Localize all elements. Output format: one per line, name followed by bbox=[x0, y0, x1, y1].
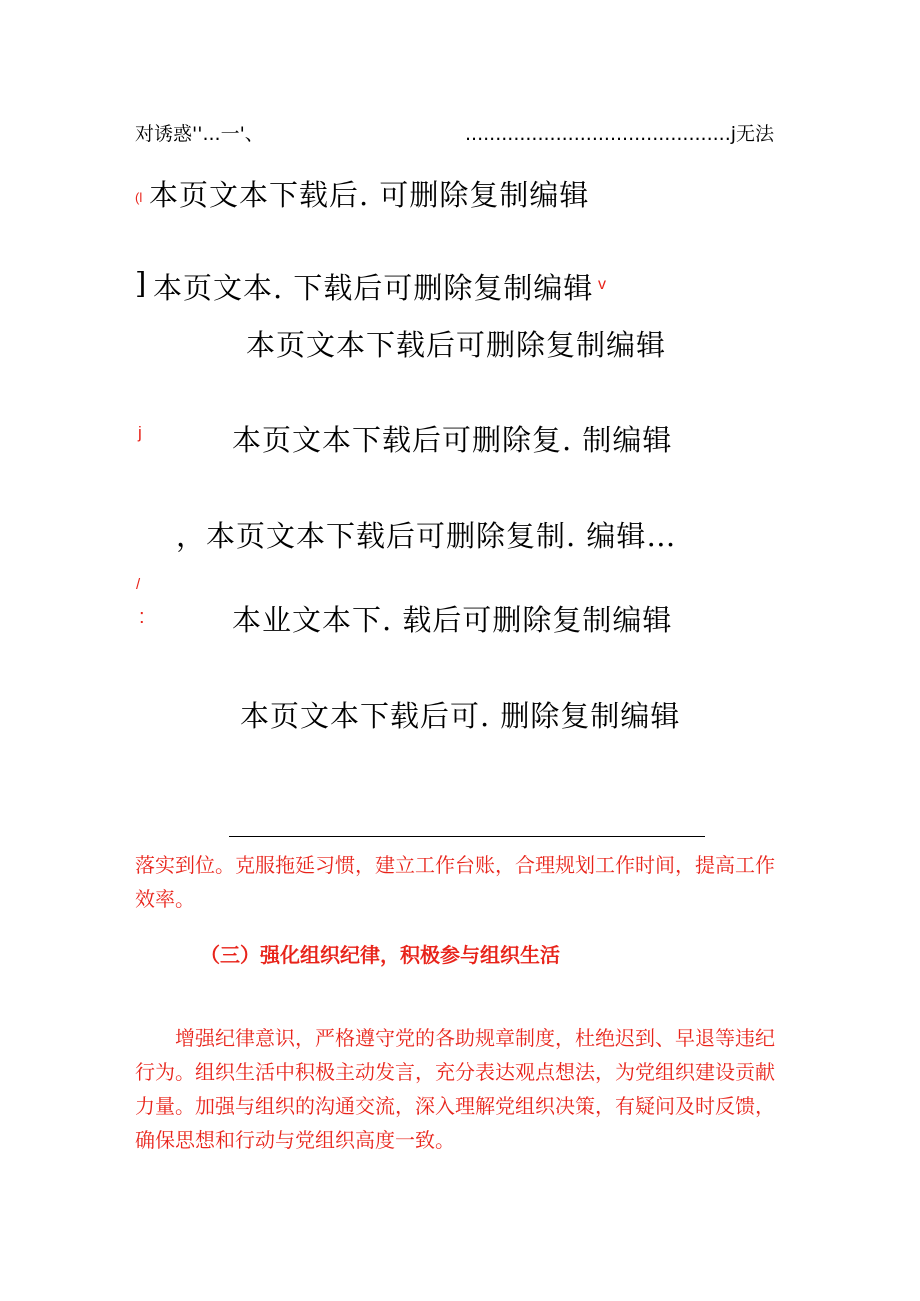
divider-line bbox=[229, 836, 705, 837]
line4-prefix-mark: j bbox=[138, 423, 142, 442]
watermark-line-5: ，本页文本下载后可删除复制. 编辑… bbox=[176, 519, 677, 553]
paragraph-efficiency: 落实到位。克服拖延习惯，建立工作台账，合理规划工作时间，提高工作效率。 bbox=[135, 853, 775, 911]
line6-slash-mark: / bbox=[136, 576, 141, 593]
watermark-line-6: 本业文本下. 载后可删除复制编辑 bbox=[232, 603, 673, 637]
watermark-line-7: 本页文本下载后可. 删除复制编辑 bbox=[240, 699, 681, 733]
line1-prefix-mark: (l bbox=[135, 190, 143, 205]
line2-prefix-mark: ] bbox=[135, 266, 148, 300]
watermark-line-4: 本页文本下载后可删除复. 制编辑 bbox=[232, 423, 673, 457]
section-heading: （三）强化组织纪律，积极参与组织生活 bbox=[200, 943, 560, 967]
paragraph-discipline: 增强纪律意识，严格遵守党的各助规章制度，杜绝迟到、早退等违纪行为。组织生活中积极主动发言，充分表达观点想法，为党组织建设贡献力量。加强与组织的沟通交流，深入理解党组织决策，有疑问及时反馈，确保思想和行动与党组织高度一致。 bbox=[135, 1026, 775, 1152]
header-right-text: ............................................j无法 bbox=[465, 123, 775, 145]
line2-suffix-mark: v bbox=[598, 276, 606, 293]
line6-prefix-mark: : bbox=[139, 606, 145, 628]
watermark-line-3: 本页文本下载后可删除复制编辑 bbox=[246, 328, 667, 362]
watermark-line-1: 本页文本下载后. 可删除复制编辑 bbox=[149, 178, 590, 212]
watermark-line-2: 本页文本. 下载后可删除复制编辑 bbox=[153, 271, 594, 305]
header-left-text: 对诱惑''...一'、 bbox=[135, 123, 264, 145]
